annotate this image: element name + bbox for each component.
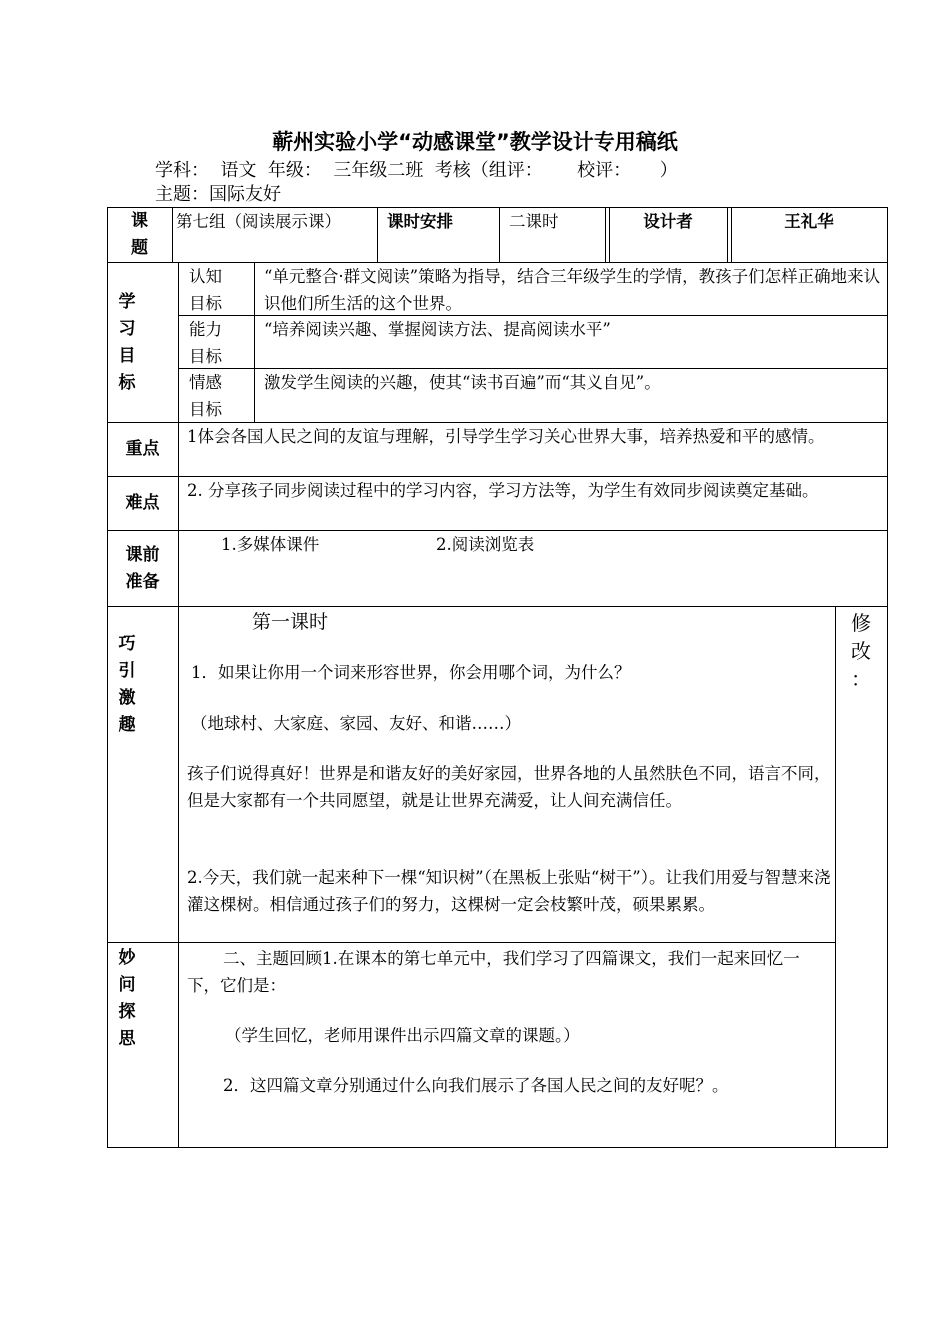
difficulty-text: 2. 分享孩子同步阅读过程中的学习内容，学习方法等，为学生有效同步阅读奠定基础。: [187, 481, 819, 500]
key-point-text: 1体会各国人民之间的友谊与理解，引导学生学习关心世界大事，培养热爱和平的感情。: [187, 427, 825, 446]
page-title: 蕲州实验小学“动感课堂”教学设计专用稿纸: [272, 130, 678, 154]
preparation-label: 课前 准备: [125, 545, 160, 592]
section1-question: 1．如果让你用一个词来形容世界，你会用哪个词，为什么？: [191, 663, 631, 682]
schedule-label: 课时安排: [387, 212, 453, 231]
objective-ability-name: 能力 目标: [189, 320, 222, 366]
section2-label: 妙 问 探 思: [118, 948, 136, 1049]
preparation-item-1: 1.多媒体课件: [221, 535, 320, 554]
section2-question: 2．这四篇文章分别通过什么向我们展示了各国人民之间的友好呢？。: [223, 1076, 729, 1095]
designer-value: 王礼华: [784, 212, 834, 231]
objectives-label: 学 习 目 标: [118, 292, 136, 393]
subject-grade-line: 学科： 语文 年级： 三年级二班 考核（组评： 校评： ）: [155, 160, 678, 181]
objective-ability-text: “培养阅读兴趣、掌握阅读方法、提高阅读水平”: [264, 320, 611, 339]
objective-emotion-name: 情感 目标: [189, 373, 222, 419]
section1-label: 巧 引 激 趣: [118, 634, 136, 735]
designer-label: 设计者: [643, 212, 693, 231]
section2-review: 二、主题回顾1.在课本的第七单元中，我们学习了四篇课文，我们一起来回忆一下，它们是：: [187, 949, 800, 995]
topic-value: 第七组（阅读展示课）: [176, 212, 341, 231]
section1-answers: （地球村、大家庭、家园、友好、和谐……）: [191, 714, 521, 733]
objective-emotion-text: 激发学生阅读的兴趣，使其“读书百遍”而“其义自见”。: [264, 373, 661, 392]
difficulty-label: 难点: [125, 493, 160, 513]
schedule-value: 二课时: [509, 212, 559, 231]
section1-paragraph: 孩子们说得真好！世界是和谐友好的美好家园，世界各地的人虽然肤色不同，语言不同，但是大家都有一个共同愿望，就是让世界充满爱，让人间充满信任。: [187, 764, 831, 810]
topic-label: 课 题: [131, 211, 148, 258]
section1-knowledge-tree: 2.今天，我们就一起来种下一棵“知识树”（在黑板上张贴“树干”）。让我们用爱与智慧来浇灌这棵树。相信通过孩子们的努力，这棵树一定会枝繁叶茂，硕果累累。: [187, 868, 831, 914]
section1-heading: 第一课时: [252, 611, 329, 633]
lesson-plan-table: [107, 207, 888, 1148]
revise-label: 修 改 ：: [851, 611, 871, 691]
theme-line: 主题：国际友好: [155, 184, 281, 205]
preparation-item-2: 2.阅读浏览表: [436, 535, 535, 554]
key-point-label: 重点: [125, 439, 160, 459]
objective-cognitive-text: “单元整合·群文阅读”策略为指导，结合三年级学生的学情，教孩子们怎样正确地来认识他们所生活的这个世界。: [264, 267, 881, 313]
section2-student-recall: （学生回忆，老师用课件出示四篇文章的课题。）: [225, 1026, 580, 1045]
objective-cognitive-name: 认知 目标: [189, 267, 222, 313]
